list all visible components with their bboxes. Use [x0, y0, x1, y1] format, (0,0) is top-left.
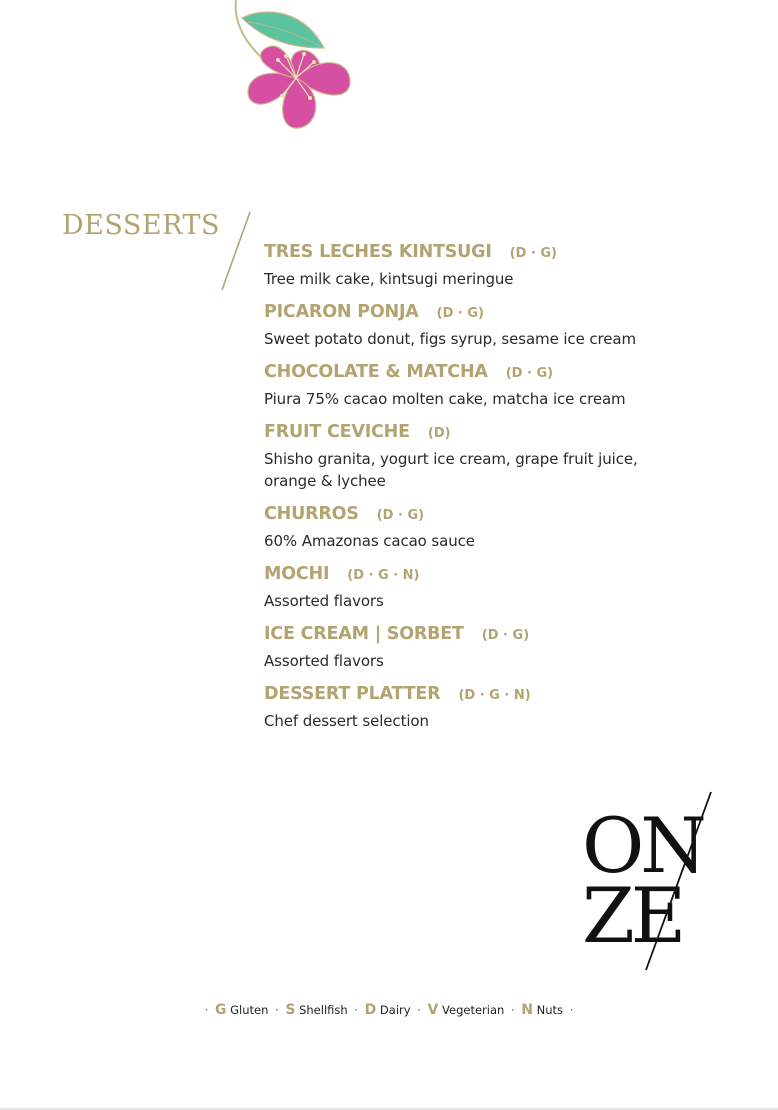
section-title: DESSERTS — [62, 210, 220, 241]
item-description: Sweet potato donut, figs syrup, sesame ice cream — [264, 330, 636, 348]
logo-line-1: ON — [582, 801, 703, 890]
menu-item — [264, 242, 734, 290]
item-description: Tree milk cake, kintsugi meringue — [264, 270, 514, 288]
legend-label: Nuts — [536, 1003, 564, 1017]
onze-logo — [580, 790, 720, 975]
legend-code: G — [214, 1002, 227, 1018]
menu-item — [264, 504, 734, 552]
item-allergen-tags: (D · G) — [436, 306, 484, 321]
item-name: PICARON PONJA — [264, 302, 419, 322]
menu-item — [264, 362, 734, 410]
item-name: CHURROS — [264, 504, 359, 524]
item-allergen-tags: (D · G · N) — [347, 568, 420, 583]
item-description: Shisho granita, yogurt ice cream, grape fruit juice, orange & lychee — [264, 450, 638, 490]
item-name: TRES LECHES KINTSUGI — [264, 242, 492, 262]
item-allergen-tags: (D · G) — [376, 508, 425, 523]
legend-label: Gluten — [230, 1003, 269, 1017]
legend-code: S — [285, 1002, 296, 1018]
menu-item — [264, 684, 734, 732]
item-description: Piura 75% cacao molten cake, matcha ice cream — [264, 390, 626, 408]
item-allergen-tags: (D · G · N) — [458, 688, 531, 703]
legend-code: N — [521, 1002, 533, 1018]
logo-line-2: ZE — [582, 871, 683, 960]
legend-label: Shellfish — [299, 1003, 348, 1017]
legend-label: Vegeterian — [442, 1003, 505, 1017]
legend-code: D — [364, 1002, 377, 1018]
item-allergen-tags: (D · G) — [509, 246, 557, 261]
item-description: Assorted flavors — [264, 652, 384, 670]
legend-code: V — [427, 1002, 439, 1018]
item-name: MOCHI — [264, 564, 330, 584]
menu-item — [264, 624, 734, 672]
dessert-menu — [264, 242, 734, 744]
divider-slash — [218, 210, 254, 294]
menu-item — [264, 564, 734, 612]
item-description: 60% Amazonas cacao sauce — [264, 532, 475, 550]
flower-illustration — [226, 0, 366, 135]
item-allergen-tags: (D · G) — [505, 366, 554, 381]
item-name: DESSERT PLATTER — [264, 684, 441, 704]
legend-label: Dairy — [379, 1003, 411, 1017]
item-name: CHOCOLATE & MATCHA — [264, 362, 488, 382]
allergen-legend: · G Gluten · S Shellfish · D Dairy · V Vegeterian · N Nuts · — [204, 1002, 574, 1018]
menu-item — [264, 302, 734, 350]
item-allergen-tags: (D · G) — [481, 628, 530, 643]
menu-item — [264, 422, 734, 492]
item-name: FRUIT CEVICHE — [264, 422, 410, 442]
item-allergen-tags: (D) — [427, 426, 451, 441]
item-name: ICE CREAM | SORBET — [264, 624, 464, 644]
item-description: Chef dessert selection — [264, 712, 429, 730]
item-description: Assorted flavors — [264, 592, 384, 610]
